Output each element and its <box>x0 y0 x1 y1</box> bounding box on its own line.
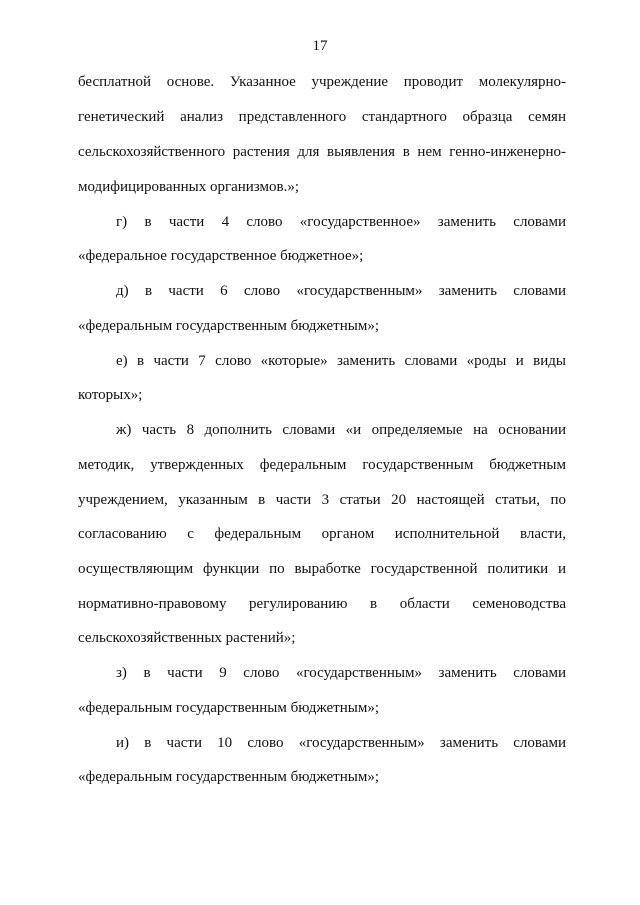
text-line: з) в части 9 слово «государственным» заменить словами <box>116 665 566 681</box>
text-line: д) в части 6 слово «государственным» заменить словами <box>116 283 566 299</box>
text-line: сельскохозяйственных растений»; <box>78 630 296 646</box>
text-line: согласованию с федеральным органом исполнительной власти, <box>78 526 566 542</box>
text-line: осуществляющим функции по выработке государственной политики и <box>78 561 566 577</box>
text-line: сельскохозяйственного растения для выявления в нем генно-инженерно- <box>78 144 566 160</box>
page-number: 17 <box>312 38 328 54</box>
text-line: «федеральным государственным бюджетным»; <box>78 700 379 716</box>
text-line: и) в части 10 слово «государственным» заменить словами <box>116 735 566 751</box>
text-line: «федеральным государственным бюджетным»; <box>78 769 379 785</box>
text-line: «федеральное государственное бюджетное»; <box>78 248 364 264</box>
text-line: «федеральным государственным бюджетным»; <box>78 318 379 334</box>
text-line: генетический анализ представленного стандартного образца семян <box>78 109 566 125</box>
text-line: методик, утвержденных федеральным государственным бюджетным <box>78 457 566 473</box>
text-line: е) в части 7 слово «которые» заменить словами «роды и виды <box>116 353 566 369</box>
text-line: модифицированных организмов.»; <box>78 179 300 195</box>
text-line: ж) часть 8 дополнить словами «и определяемые на основании <box>116 422 566 438</box>
text-line: учреждением, указанным в части 3 статьи 20 настоящей статьи, по <box>78 492 566 508</box>
text-line: г) в части 4 слово «государственное» заменить словами <box>116 214 566 230</box>
text-line: нормативно-правовому регулированию в области семеноводства <box>78 596 566 612</box>
text-line: которых»; <box>78 387 143 403</box>
text-line: бесплатной основе. Указанное учреждение проводит молекулярно- <box>78 74 566 90</box>
